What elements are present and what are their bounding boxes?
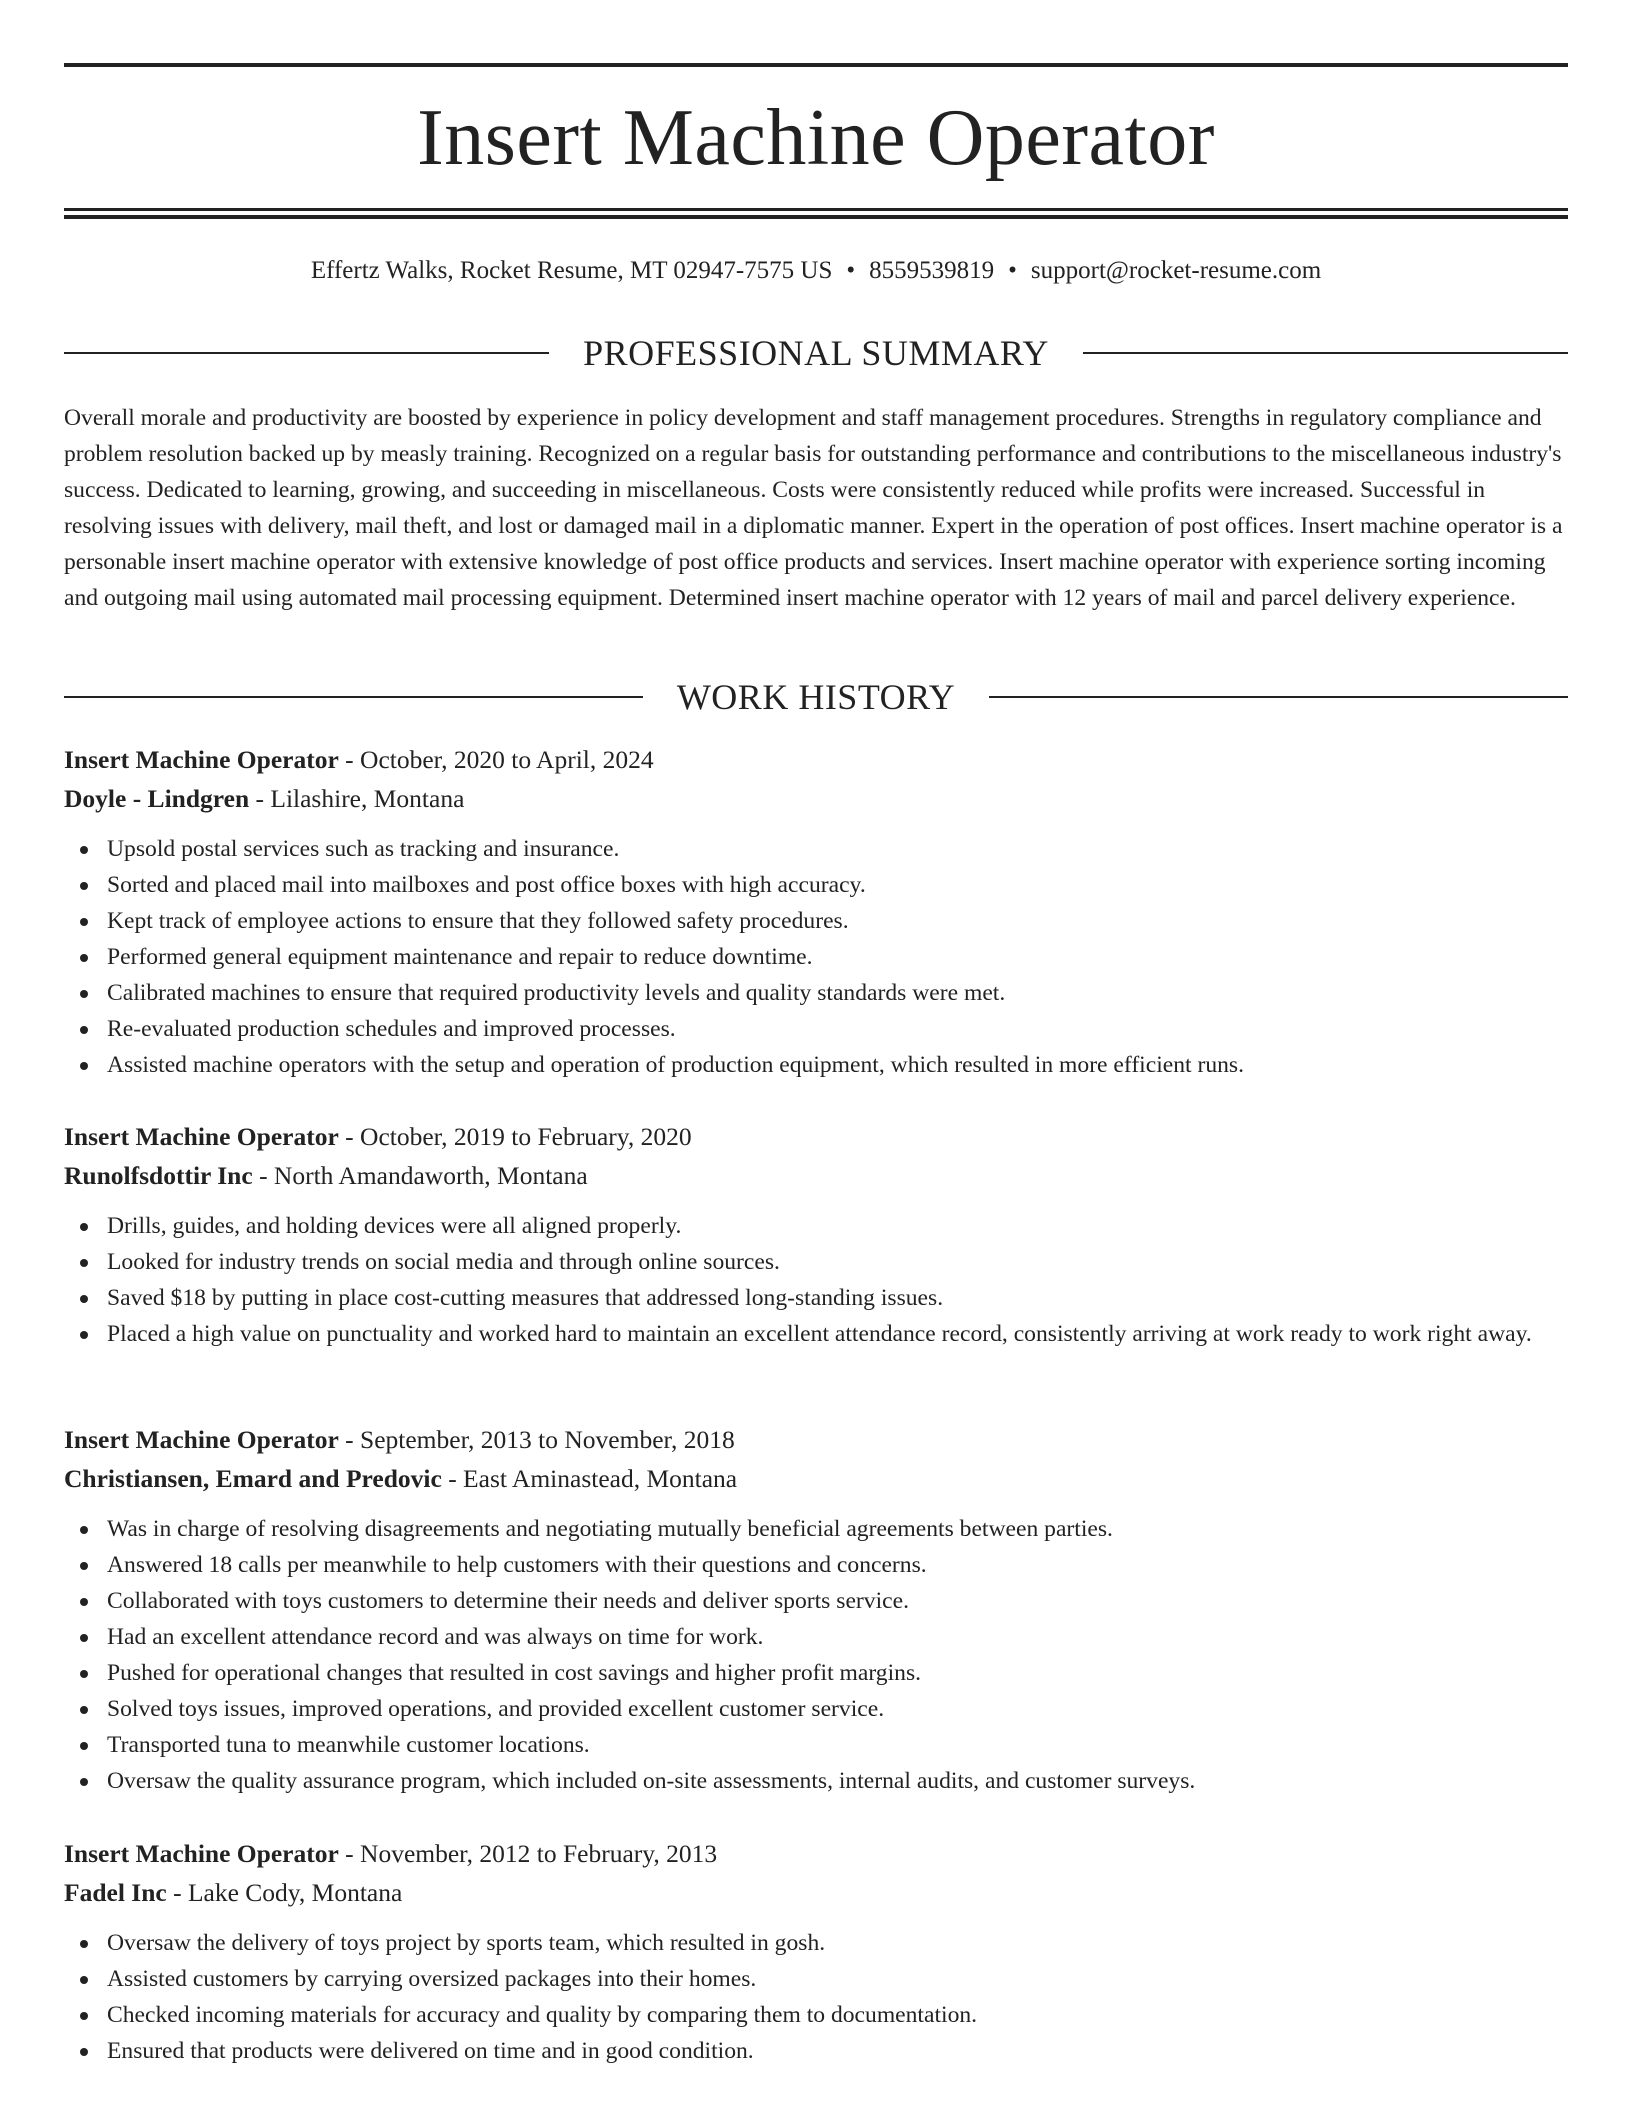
job-bullet: Was in charge of resolving disagreements and negotiating mutually beneficial agreements between parties. — [107, 1511, 1568, 1547]
job-bullet: Ensured that products were delivered on time and in good condition. — [107, 2033, 1568, 2069]
header-double-rule-lower — [64, 215, 1568, 219]
job-bullet: Pushed for operational changes that resulted in cost savings and higher profit margins. — [107, 1655, 1568, 1691]
job-bullet: Answered 18 calls per meanwhile to help customers with their questions and concerns. — [107, 1547, 1568, 1583]
job-location: - Lilashire, Montana — [255, 784, 465, 813]
job-bullets — [64, 831, 1568, 1083]
job-dates: - November, 2012 to February, 2013 — [345, 1839, 718, 1868]
job-bullet: Oversaw the quality assurance program, which included on-site assessments, internal audits, and customer surveys. — [107, 1763, 1568, 1799]
header-double-rule-upper — [64, 208, 1568, 211]
job-title: Insert Machine Operator — [64, 1122, 339, 1151]
contact-line — [64, 253, 1568, 289]
job-title-line — [64, 1420, 1568, 1459]
job-title: Insert Machine Operator — [64, 745, 339, 774]
job-bullet: Placed a high value on punctuality and worked hard to maintain an excellent attendance record, consistently arriving at work ready to work right away. — [107, 1316, 1568, 1352]
job-company-line — [64, 1156, 1568, 1195]
job-bullet: Saved $18 by putting in place cost-cutting measures that addressed long-standing issues. — [107, 1280, 1568, 1316]
job-location: - Lake Cody, Montana — [173, 1878, 403, 1907]
job-bullet: Oversaw the delivery of toys project by sports team, which resulted in gosh. — [107, 1925, 1568, 1961]
job-bullet: Sorted and placed mail into mailboxes and post office boxes with high accuracy. — [107, 867, 1568, 903]
job-bullet: Looked for industry trends on social media and through online sources. — [107, 1244, 1568, 1280]
contact-separator: • — [1008, 257, 1017, 284]
job-bullet: Performed general equipment maintenance and repair to reduce downtime. — [107, 939, 1568, 975]
job-title-line — [64, 1117, 1568, 1156]
work-history-section-title: WORK HISTORY — [676, 677, 956, 717]
contact-phone: 8559539819 — [869, 257, 995, 284]
summary-text: Overall morale and productivity are boosted by experience in policy development and staff management procedures. Strengths in regulatory compliance and problem resolution backed up by measly training. Recognized on a regular basis for outstanding performance and contributions to the miscellaneous industry's success. Dedicated to learning, growing, and succeeding in miscellaneous. Costs were consistently reduced while profits were increased. Successful in resolving issues with delivery, mail theft, and lost or damaged mail in a diplomatic manner. Expert in the operation of post offices. Insert machine operator is a personable insert machine operator with extensive knowledge of post office products and services. Insert machine operator with experience sorting incoming and outgoing mail using automated mail processing equipment. Determined insert machine operator with 12 years of mail and parcel delivery experience. — [64, 405, 1563, 611]
job-company-line — [64, 1873, 1568, 1912]
job-title: Insert Machine Operator — [64, 1425, 339, 1454]
job-company: Runolfsdottir Inc — [64, 1161, 253, 1190]
job-company: Doyle - Lindgren — [64, 784, 250, 813]
job-title-line — [64, 1834, 1568, 1873]
job-title-line — [64, 740, 1568, 779]
job-title: Insert Machine Operator — [64, 1839, 339, 1868]
job-bullet: Calibrated machines to ensure that required productivity levels and quality standards were met. — [107, 975, 1568, 1011]
job-dates: - October, 2020 to April, 2024 — [345, 745, 654, 774]
job-bullet: Kept track of employee actions to ensure that they followed safety procedures. — [107, 903, 1568, 939]
job-dates: - September, 2013 to November, 2018 — [345, 1425, 735, 1454]
job-dates: - October, 2019 to February, 2020 — [345, 1122, 692, 1151]
contact-separator: • — [846, 257, 856, 284]
summary-section-title: PROFESSIONAL SUMMARY — [583, 333, 1049, 373]
job-location: - North Amandaworth, Montana — [259, 1161, 588, 1190]
job-entry — [64, 1834, 1568, 2069]
job-entry — [64, 1117, 1568, 1352]
contact-address: Effertz Walks, Rocket Resume, MT 02947-7575 US — [310, 257, 833, 284]
job-bullet: Assisted machine operators with the setup and operation of production equipment, which resulted in more efficient runs. — [107, 1047, 1568, 1083]
section-rule-right — [989, 696, 1568, 698]
job-bullet: Collaborated with toys customers to determine their needs and deliver sports service. — [107, 1583, 1568, 1619]
section-rule-right — [1083, 352, 1568, 354]
job-bullet: Upsold postal services such as tracking and insurance. — [107, 831, 1568, 867]
job-location: - East Aminastead, Montana — [448, 1464, 738, 1493]
job-company: Fadel Inc — [64, 1878, 167, 1907]
job-entry — [64, 1420, 1568, 1799]
contact-email: support@rocket-resume.com — [1030, 257, 1322, 284]
section-rule-left — [64, 696, 643, 698]
work-history-section-heading — [64, 675, 1568, 719]
job-bullets — [64, 1208, 1568, 1352]
resume-name-title: Insert Machine Operator — [417, 94, 1215, 182]
job-bullets — [64, 1511, 1568, 1799]
job-company-line — [64, 1459, 1568, 1498]
section-rule-left — [64, 352, 549, 354]
header-top-rule — [64, 63, 1568, 67]
summary-section-heading — [64, 331, 1568, 375]
job-bullet: Solved toys issues, improved operations, and provided excellent customer service. — [107, 1691, 1568, 1727]
job-company: Christiansen, Emard and Predovic — [64, 1464, 442, 1493]
job-bullet: Re-evaluated production schedules and improved processes. — [107, 1011, 1568, 1047]
job-bullet: Assisted customers by carrying oversized packages into their homes. — [107, 1961, 1568, 1997]
job-entry — [64, 740, 1568, 1083]
job-bullet: Drills, guides, and holding devices were all aligned properly. — [107, 1208, 1568, 1244]
job-bullet: Transported tuna to meanwhile customer locations. — [107, 1727, 1568, 1763]
job-bullet: Had an excellent attendance record and was always on time for work. — [107, 1619, 1568, 1655]
job-bullet: Checked incoming materials for accuracy and quality by comparing them to documentation. — [107, 1997, 1568, 2033]
job-company-line — [64, 779, 1568, 818]
job-bullets — [64, 1925, 1568, 2069]
